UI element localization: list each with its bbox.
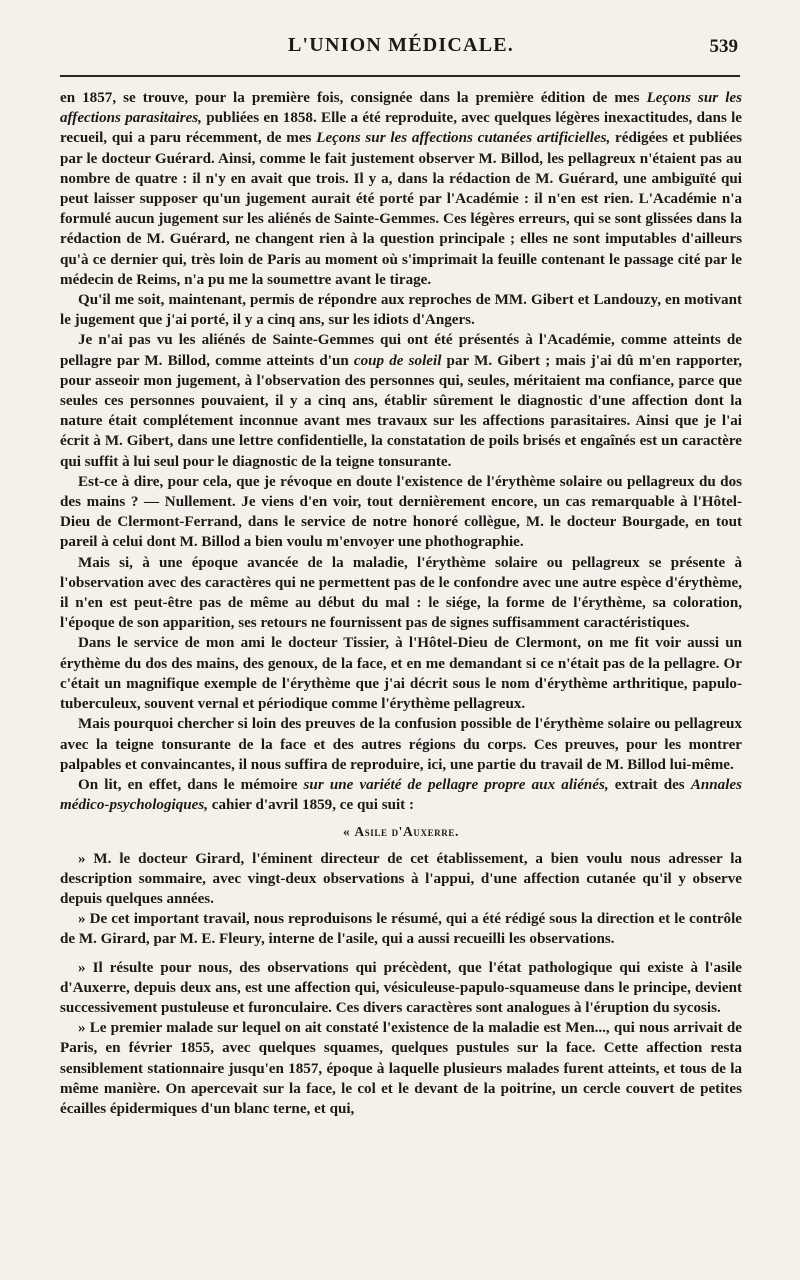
text-run: Mais si, à une époque avancée de la maladie, l'érythème solaire ou pellagreux se présente à l'observation avec des caractères qui ne permettent pas de le confondre avec une autre espèce d'érythème, il n'en est peut-être pas de même au début du mal : le siége, la forme de l'érythème, sa coloration, l'époque de son apparition, ses retours ne fournissent pas de signes suffisamment caractéristiques. [60, 554, 742, 632]
paragraph [60, 958, 742, 1019]
article-body [60, 88, 742, 1119]
text-run: rédigées et publiées par le docteur Guérard. Ainsi, comme le fait justement observer M. Billod, les pellagreux n'étaient pas au nombre de quatre : il n'y en avait que trois. Il y a, dans la rédaction de M. Guérard, une ambiguïté qui peut laisser supposer qu'un jugement aurait été porté par l'Académie : il n'en est rien. L'Académie n'a formulé aucun jugement sur les aliénés de Sainte-Gemmes. Ces légères erreurs, qui se sont glissées dans la rédaction de M. Guérard, ne changent rien à la question principale ; elles ne sont imputables d'ailleurs qu'à ce dernier qui, très loin de Paris au moment où s'imprimait la feuille contenant le passage cité par le médecin de Reims, n'a pu me la soumettre avant le tirage. [60, 130, 742, 288]
text-run: Qu'il me soit, maintenant, permis de répondre aux reproches de MM. Gibert et Landouzy, en motivant le jugement que j'ai porté, il y a cinq ans, sur les idiots d'Angers. [60, 292, 742, 329]
text-run: » Le premier malade sur lequel on ait constaté l'existence de la maladie est Men..., qui nous arrivait de Paris, en février 1855, avec quelques squames, quelques pustules sur la face. Cette affection resta sensiblement stationnaire jusqu'en 1857, époque à laquelle plusieurs malades furent atteints, et tous de la même manière. On apercevait sur la face, le col et le devant de la poitrine, un cercle couvert de petites écailles épidermiques d'un blanc terne, et qui, [60, 1020, 742, 1117]
paragraph [60, 88, 742, 290]
text-run: » Il résulte pour nous, des observations qui précèdent, que l'état pathologique qui existe à l'asile d'Auxerre, depuis deux ans, est une affection qui, vésiculeuse-papulo-squameuse dans le principe, devient successivement pustuleuse et furonculaire. Ces divers caractères sont analogues à l'éruption du sycosis. [60, 959, 742, 1016]
text-run: Est-ce à dire, pour cela, que je révoque en doute l'existence de l'érythème solaire ou pellagreux du dos des mains ? — Nullement. Je viens d'en voir, tout dernièrement encore, un cas remarquable à l'Hôtel-Dieu de Clermont-Ferrand, dans le service de notre honoré collègue, M. le docteur Bourgade, en tout pareil à celui dont M. Billod a bien voulu m'envoyer une phothographie. [60, 473, 742, 551]
text-run: On lit, en effet, dans le mémoire [78, 776, 304, 793]
italic-text: Leçons sur les affections parasitaires, [60, 90, 742, 127]
text-run: « [343, 824, 355, 840]
text-run: publiées en 1858. Elle a été reproduite, avec quelques légères inexactitudes, dans le recueil, qui a paru récemment, de mes [60, 110, 743, 147]
text-run: Asile d'Auxerre. [354, 824, 459, 840]
italic-text: sur une variété de pellagre propre aux aliénés, [303, 776, 609, 793]
text-run: » De cet important travail, nous reproduisons le résumé, qui a été rédigé sous la direction et le contrôle de M. Girard, par M. E. Fleury, interne de l'asile, qui a aussi recueilli les observations. [60, 911, 742, 948]
text-run: cahier d'avril 1859, ce qui suit : [207, 797, 414, 814]
text-run: en 1857, se trouve, pour la première fois, consignée dans la première édition de mes [60, 90, 647, 106]
italic-text: Annales médico-psychologiques, [60, 776, 742, 814]
paragraph [60, 633, 742, 714]
text-run: extrait des [608, 776, 691, 793]
paragraph [60, 1018, 742, 1119]
paragraph [60, 909, 742, 949]
journal-title: L'UNION MÉDICALE. [288, 34, 514, 56]
text-run: Mais pourquoi chercher si loin des preuves de la confusion possible de l'érythème solaire ou pellagreux avec la teigne tonsurante de la face et des autres régions du corps. Ces preuves, pour les montrer palpables et convaincantes, il nous suffira de reproduire, ici, une partie du travail de M. Billod lui-même. [60, 716, 742, 773]
text-run: par M. Gibert ; mais j'ai dû m'en rapporter, pour asseoir mon jugement, à l'observation des personnes qui, seules, méritaient ma confiance, parce que seules ces personnes pouvaient, il y a cinq ans, établir sûrement le diagnostic d'une affection dont la nature était complétement inconnue avant mes travaux sur les affections parasitaires. Ainsi que je l'ai écrit à M. Gibert, dans une lettre confidentielle, la constatation de poils brisés et engaînés est un caractère qui suffit à lui seul pour le diagnostic de la teigne tonsurante. [60, 352, 742, 470]
paragraph [60, 290, 742, 330]
text-run: » M. le docteur Girard, l'éminent directeur de cet établissement, a bien voulu nous adresser la description sommaire, avec vingt-deux observations à l'appui, d'une affection cutanée qu'il y observe depuis quelques années. [60, 850, 742, 907]
italic-text: coup de soleil [353, 352, 442, 369]
text-run: Je n'ai pas vu les aliénés de Sainte-Gemmes qui ont été présentés à l'Académie, comme atteints de pellagre par M. Billod, comme atteints d'un [60, 332, 742, 369]
page-number: 539 [709, 36, 738, 57]
italic-text: Leçons sur les affections cutanées artificielles, [316, 130, 611, 147]
paragraph [60, 553, 742, 634]
header-rule [60, 75, 740, 77]
running-header [60, 34, 742, 74]
section-heading [60, 822, 742, 842]
paragraph [60, 714, 742, 775]
text-run: Dans le service de mon ami le docteur Tissier, à l'Hôtel-Dieu de Clermont, on me fit voir aussi un érythème du dos des mains, des genoux, de la face, et en me demandant si ce n'était pas de la pellagre. Or c'était un magnifique exemple de l'érythème que j'ai décrit sous le nom d'érythème arthritique, papulo-tuberculeux, souvent vernal et périodique comme l'érythème pellagreux. [60, 635, 742, 713]
paragraph [60, 775, 742, 815]
paragraph [60, 330, 742, 471]
paragraph [60, 849, 742, 910]
paragraph [60, 472, 742, 553]
